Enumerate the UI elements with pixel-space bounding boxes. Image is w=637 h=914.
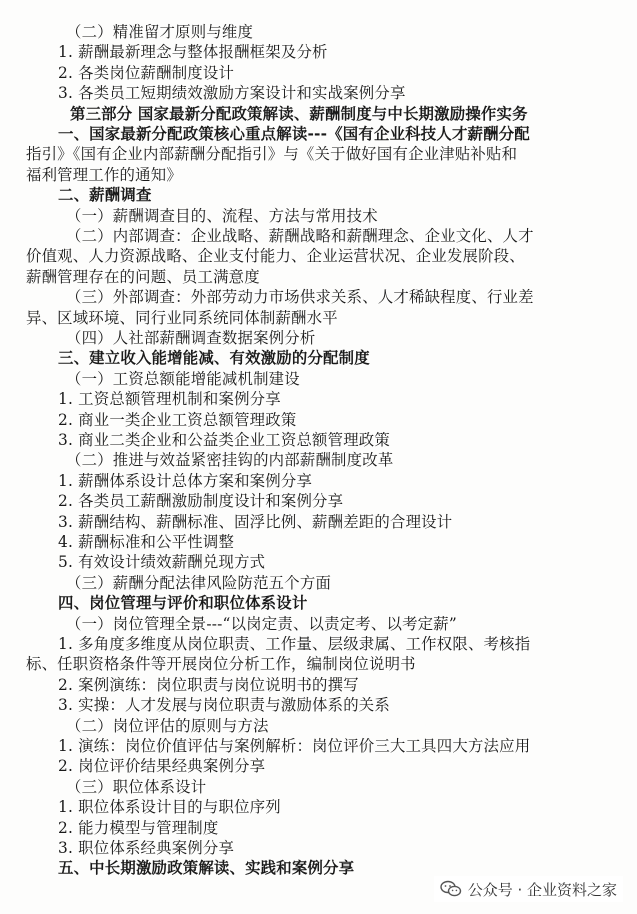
wechat-icon xyxy=(440,880,462,898)
list-item: 5. 有效设计绩效薪酬兑现方式 xyxy=(58,553,266,572)
list-item: 1. 工资总额管理机制和案例分享 xyxy=(58,390,281,409)
list-item: 1. 多角度多维度从岗位职责、工作量、层级隶属、工作权限、考核指 xyxy=(58,635,531,653)
list-item: 2. 岗位评价结果经典案例分享 xyxy=(58,757,266,776)
list-item: 3. 实操：人才发展与岗位职责与激励体系的关系 xyxy=(58,696,390,715)
paragraph-line: 异、区域环境、同行业同系统同体制薪酬水平 xyxy=(26,308,338,327)
list-item: 2. 各类员工薪酬激励制度设计和案例分享 xyxy=(58,492,344,511)
subsection-heading: （二）推进与效益紧密挂钩的内部薪酬制度改革 xyxy=(66,451,394,470)
section-heading: 三、建立收入能增能减、有效激励的分配制度 xyxy=(58,349,370,368)
subsection-heading: （二）岗位评估的原则与方法 xyxy=(66,716,269,735)
list-item: 2. 案例演练：岗位职责与岗位说明书的撰写 xyxy=(58,675,359,694)
paragraph-line: 标、任职资格条件等开展岗位分析工作，编制岗位说明书 xyxy=(26,655,416,674)
list-item: 2. 各类岗位薪酬制度设计 xyxy=(58,63,235,82)
list-item: 4. 薪酬标准和公平性调整 xyxy=(58,533,235,551)
subsection-heading: （一）工资总额能增能减机制建设 xyxy=(66,369,300,388)
subsection-heading: （三）薪酬分配法律风险防范五个方面 xyxy=(66,573,332,592)
subsection-heading: （一）薪酬调查目的、流程、方法与常用技术 xyxy=(66,206,378,225)
list-item: 2. 能力模型与管理制度 xyxy=(58,818,219,837)
section-heading: 四、岗位管理与评价和职位体系设计 xyxy=(58,594,308,613)
subsection-heading: （三）外部调查：外部劳动力市场供求关系、人才稀缺程度、行业差 xyxy=(66,288,534,307)
subsection-heading: （一）岗位管理全景---“以岗定责、以责定考、以考定薪” xyxy=(66,614,457,633)
subsection-heading: （四）人社部薪酬调查数据案例分析 xyxy=(66,329,316,347)
list-item: 3. 各类员工短期绩效激励方案设计和实战案例分享 xyxy=(58,84,406,103)
list-item: 1. 薪酬体系设计总体方案和案例分享 xyxy=(58,471,313,490)
subsection-heading: （二）内部调查：企业战略、薪酬战略和薪酬理念、企业文化、人才 xyxy=(66,227,534,245)
paragraph-line: 指引》《国有企业内部薪酬分配指引》与《关于做好国有企业津贴补贴和 xyxy=(26,145,518,164)
paragraph-line: 福利管理工作的通知》 xyxy=(26,165,182,184)
watermark xyxy=(434,876,623,902)
section-heading: 一、国家最新分配政策核心重点解读---《国有企业科技人才薪酬分配 xyxy=(58,125,530,143)
list-item: 1. 演练：岗位价值评估与案例解析：岗位评价三大工具四大方法应用 xyxy=(58,737,531,755)
section-heading: 二、薪酬调查 xyxy=(58,186,152,205)
list-item: 2. 商业一类企业工资总额管理政策 xyxy=(58,410,297,429)
list-item: 3. 职位体系经典案例分享 xyxy=(58,839,235,857)
list-item: 3. 商业二类企业和公益类企业工资总额管理政策 xyxy=(58,431,390,449)
subsection-heading: （三）职位体系设计 xyxy=(66,777,207,796)
section-heading: 五、中长期激励政策解读、实践和案例分享 xyxy=(58,859,355,878)
list-item: 1. 薪酬最新理念与整体报酬框架及分析 xyxy=(58,43,328,62)
paragraph-line: 薪酬管理存在的问题、员工满意度 xyxy=(26,267,260,286)
watermark-label: 公众号 · 企业资料之家 xyxy=(467,880,617,899)
subsection-heading: （二）精准留才原则与维度 xyxy=(66,23,254,41)
list-item: 1. 职位体系设计目的与职位序列 xyxy=(58,798,281,817)
list-item: 3. 薪酬结构、薪酬标准、固浮比例、薪酬差距的合理设计 xyxy=(58,512,453,531)
part-heading: 第三部分 国家最新分配政策解读、薪酬制度与中长期激励操作实务 xyxy=(70,104,528,123)
paragraph-line: 价值观、人力资源战略、企业支付能力、企业运营状况、企业发展阶段、 xyxy=(26,247,525,266)
